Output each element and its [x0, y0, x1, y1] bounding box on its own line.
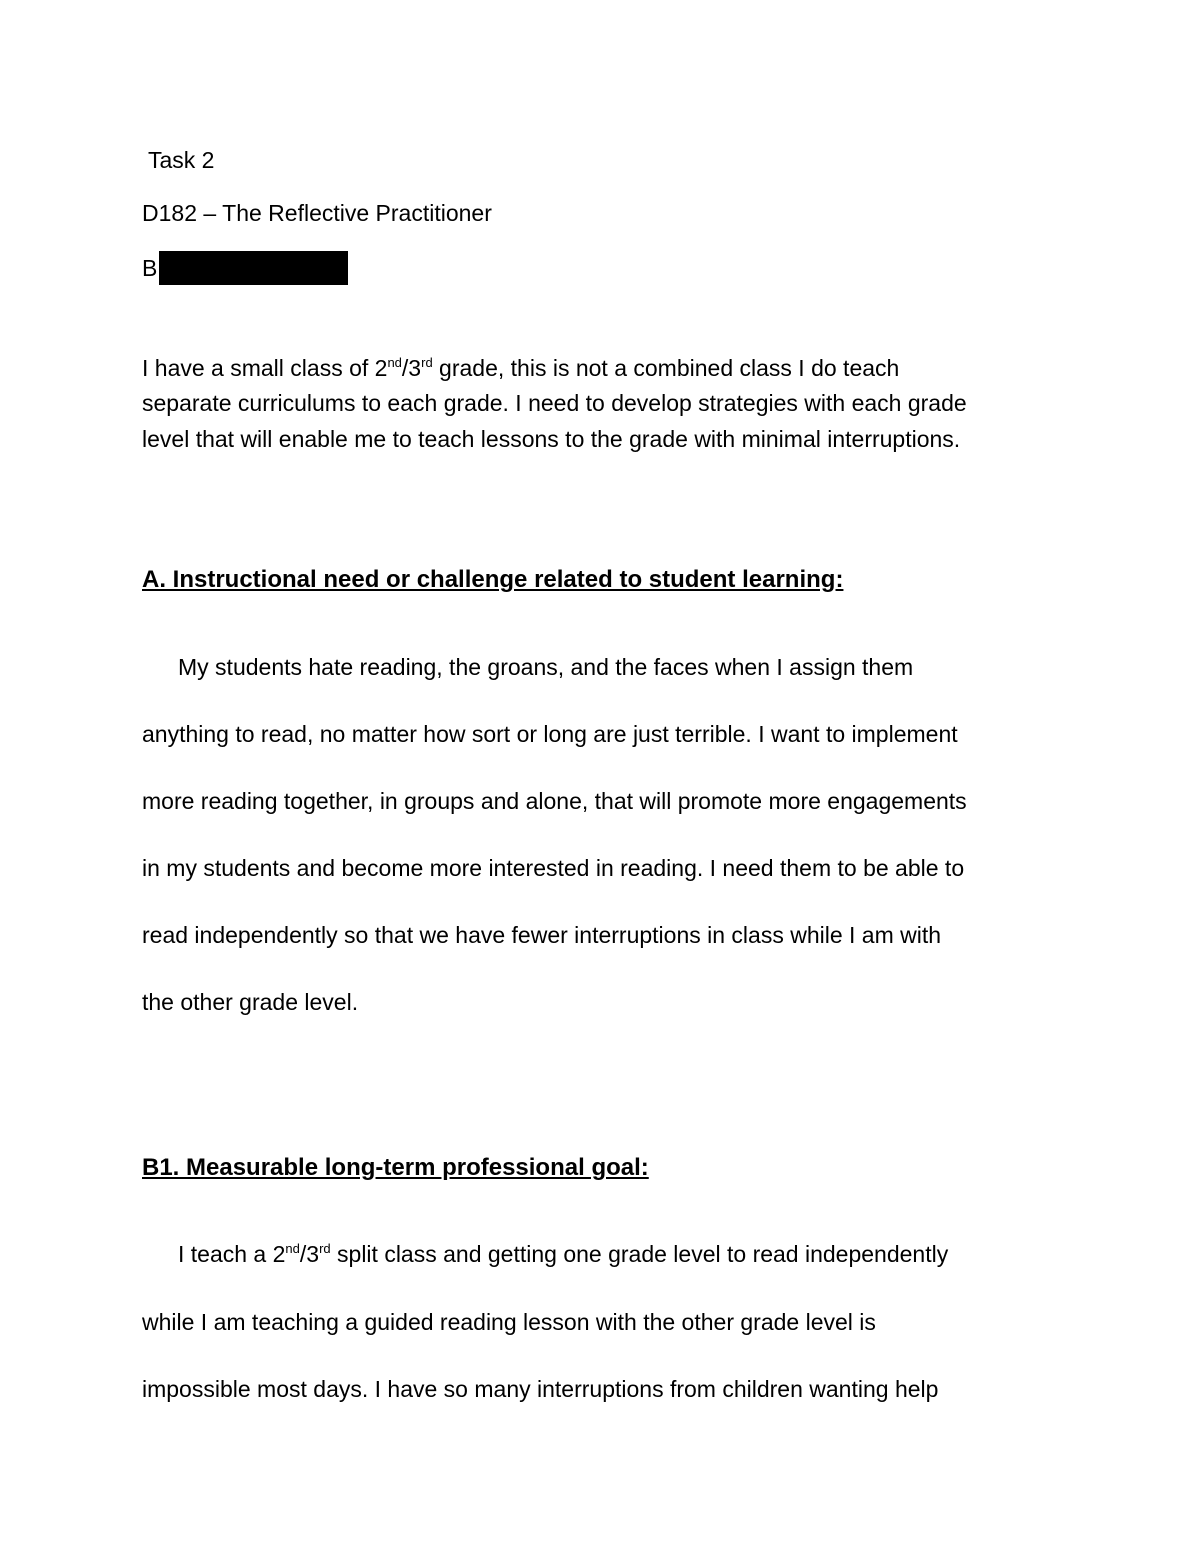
author-line — [142, 251, 348, 285]
intro-line-1: I have a small class of 2nd/3rd grade, this is not a combined class I do teach — [142, 355, 900, 381]
section-b1-line-1: I teach a 2nd/3rd split class and getting one grade level to read independently — [178, 1241, 949, 1267]
section-a-line-4: in my students and become more interested in reading. I need them to be able to — [142, 855, 965, 881]
section-a-heading: A. Instructional need or challenge related to student learning: — [142, 566, 844, 593]
intro-line-3: level that will enable me to teach lessons to the grade with minimal interruptions. — [142, 426, 961, 452]
section-b1-line-3: impossible most days. I have so many interruptions from children wanting help — [142, 1376, 939, 1402]
section-a-line-3: more reading together, in groups and alone, that will promote more engagements — [142, 788, 967, 814]
section-a-line-6: the other grade level. — [142, 989, 359, 1015]
section-a-line-2: anything to read, no matter how sort or long are just terrible. I want to implement — [142, 721, 958, 747]
redaction-bar — [159, 251, 348, 285]
task-label: Task 2 — [148, 147, 215, 173]
section-b1-line-2: while I am teaching a guided reading lesson with the other grade level is — [142, 1309, 876, 1335]
intro-line-2: separate curriculums to each grade. I need to develop strategies with each grade — [142, 390, 967, 416]
section-a-line-5: read independently so that we have fewer interruptions in class while I am with — [142, 922, 942, 948]
section-b1-heading: B1. Measurable long-term professional goal: — [142, 1154, 649, 1181]
author-initial: B — [142, 255, 158, 281]
course-title: D182 – The Reflective Practitioner — [142, 200, 492, 226]
section-a-line-1: My students hate reading, the groans, and the faces when I assign them — [178, 654, 914, 680]
